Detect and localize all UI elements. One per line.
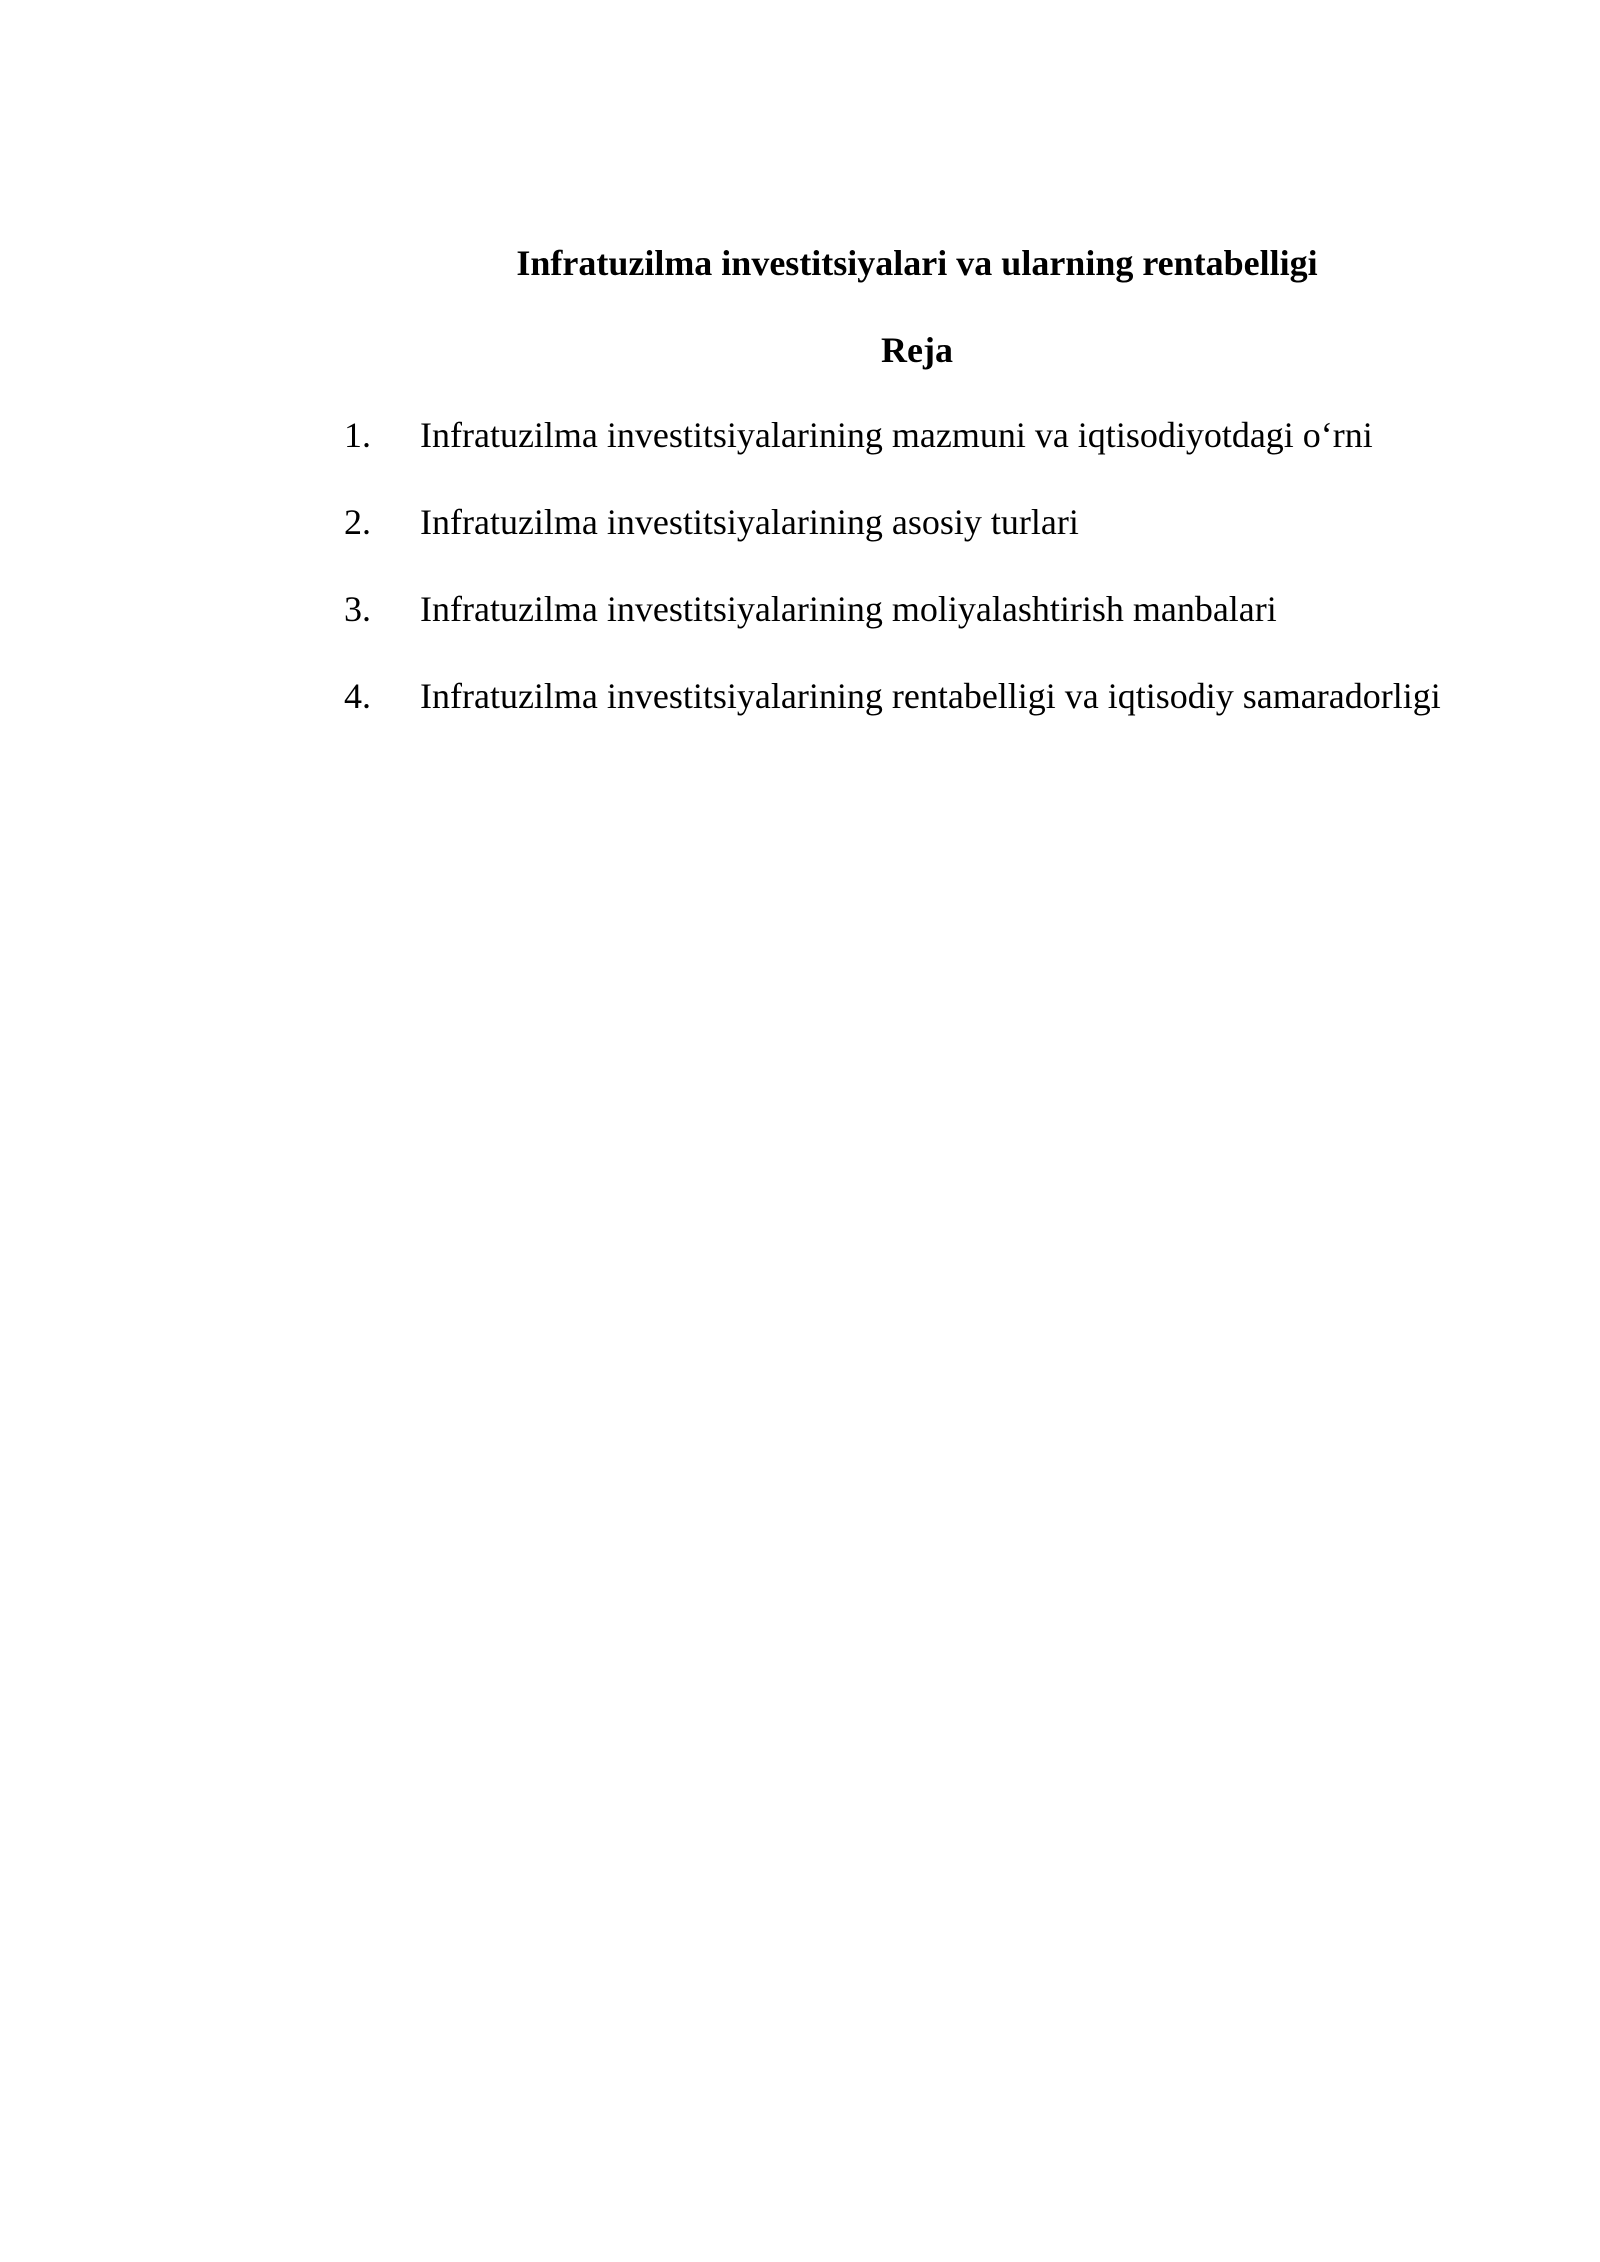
title-block <box>0 238 1600 288</box>
plan-heading-block <box>0 325 1600 375</box>
plan-heading: Reja <box>881 330 953 370</box>
plan-item <box>344 671 1544 721</box>
plan-item <box>344 497 1544 547</box>
document-title: Infratuzilma investitsiyalari va ularning rentabelligi <box>516 243 1318 283</box>
plan-item-number: 1. <box>344 415 371 455</box>
plan-item-text: Infratuzilma investitsiyalarining moliyalashtirish manbalari <box>420 589 1277 629</box>
plan-item-text: Infratuzilma investitsiyalarining asosiy turlari <box>420 502 1079 542</box>
plan-item-number: 2. <box>344 502 371 542</box>
plan-item-text: Infratuzilma investitsiyalarining rentabelligi va iqtisodiy samaradorligi <box>420 676 1441 716</box>
plan-item-text: Infratuzilma investitsiyalarining mazmuni va iqtisodiyotdagi o‘rni <box>420 415 1373 455</box>
plan-item-number: 3. <box>344 589 371 629</box>
plan-item-number: 4. <box>344 676 371 716</box>
plan-item <box>344 410 1544 460</box>
plan-item <box>344 584 1544 634</box>
plan-list <box>344 410 1544 758</box>
